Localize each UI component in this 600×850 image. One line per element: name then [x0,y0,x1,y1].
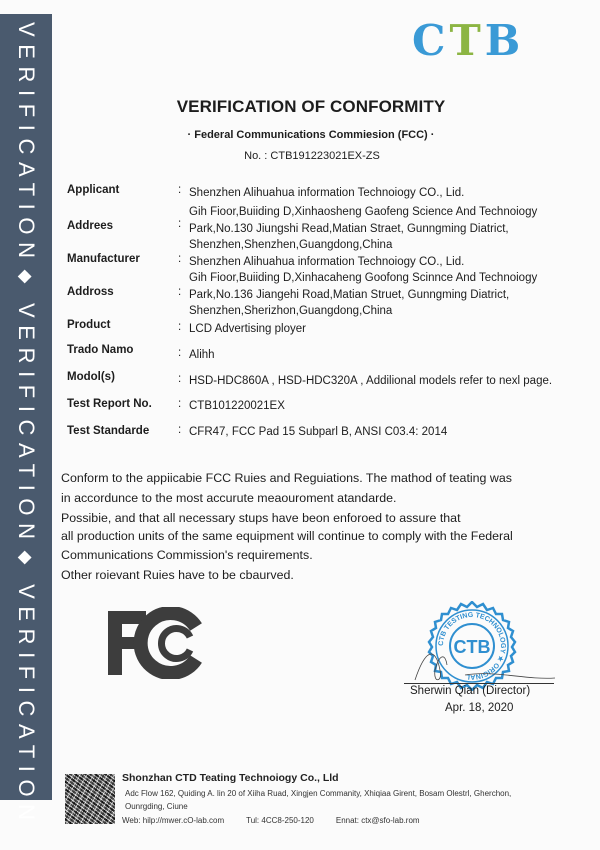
ctb-logo [412,16,521,65]
field-label: Manufacturer [67,253,140,265]
field-colon: : [178,286,182,298]
footer-company-name: Shonzhan CTD Teating Technoiogy Co., Lld [122,772,339,784]
field-colon: : [178,218,182,230]
address-line: Gih Fioor,Buiiding D,Xinhaosheng Gaofeng Science And Technoiogy [189,206,538,218]
logo-letter-c: C [412,16,446,65]
fcc-logo-icon [108,607,208,684]
field-value [189,270,589,320]
field-label: Trado Namo [67,344,134,356]
field-label: Applicant [67,184,120,196]
stamp-ring-text: CTB TESTING TECHNOLOGY ★ ORIGINAL [437,611,507,681]
footer-address-line: Ounrgding, Ciune [125,802,188,811]
footer-web: Web: hilp://mwer.cO-lab.com [122,816,225,825]
logo-letter-b: B [484,16,521,65]
address-line: Gih Fioor,Buiiding D,Xinhacaheng Goofong Scinnce And Technoiogy [189,272,538,284]
diamond-icon: ◆ [16,269,37,292]
field-colon: : [178,347,182,359]
field-value: Alihh [189,349,215,361]
field-value: Shenzhen Alihuahua information Technoiogy CO., Lid. [189,256,465,268]
conformity-statement [61,468,513,585]
field-value [189,204,589,254]
field-label: Addrees [67,220,114,232]
address-line: Park,No.136 Jiangehi Road,Matian Struet, Gunngming Diatrict, [189,288,510,301]
statement-line: in accordunce to the most accurute meaouroment atandarde. [61,491,397,505]
statement-line: all production units of the same equipment will continue to comply with the Federal [61,529,513,543]
signature-date: Apr. 18, 2020 [445,702,514,714]
document-subtitle: · Federal Communications Commiesion (FCC) · [187,129,435,141]
document-number: No. : CTB191223021EX-ZS [244,150,380,162]
field-value: HSD-HDC860A , HSD-HDC320A , Addilional models refer to nexl page. [189,375,553,387]
field-colon: : [178,373,182,385]
sidebar-segment: VERIFICATION [14,22,39,266]
field-colon: : [178,253,182,265]
sidebar-segment: VERIFICATION [14,303,39,547]
footer-email: Ennat: ctx@sfo-lab.rom [335,816,420,825]
statement-line: Other roievant Ruies have to be cbaurved. [61,568,294,582]
field-colon: : [178,184,182,196]
field-colon: : [178,424,182,436]
diamond-icon: ◆ [16,550,37,573]
qr-code-icon [65,774,115,824]
field-value: CFR47, FCC Pad 15 Subparl B, ANSI C03.4: 2014 [189,426,448,438]
field-value: Shenzhen Alihuahua information Technoiogy CO., Lid. [189,187,465,199]
field-label: Addross [67,286,114,298]
address-line: Shenzhen,Sherizhon,Guangdong,China [189,305,393,317]
field-label: Test Standarde [67,425,150,437]
signer-name: Sherwin Qian (Director) [410,685,531,697]
statement-line: Possibie, and that all necessary stups have beon enforoed to assure that [61,511,461,525]
field-colon: : [178,321,182,333]
footer-company-info [122,772,511,825]
stamp-center-text: CTB [453,637,491,657]
address-line: Shenzhen,Shenzhen,Guangdong,China [189,239,393,251]
field-value: LCD Advertising ployer [189,323,306,335]
logo-letter-t: T [449,16,481,65]
field-label: Modol(s) [67,371,115,383]
document-title: VERIFICATION OF CONFORMITY [176,97,446,116]
footer-address-line: Adc Flow 162, Quiding A. lin 20 of Xiiha Ruad, Xingjen Commanity, Xhiqiaa Girent, Bosam Olestrl, Gherchon, [125,789,512,798]
sidebar-segment: VERIFICATION [14,584,39,828]
address-line: Park,No.130 Jiungshi Read,Matian Straet, Gunngming Diatrict, [189,222,509,235]
signature-scribble-icon [405,640,565,690]
statement-line: Communications Commission's requirements. [61,548,313,562]
footer-tel: Tul: 4CC8-250-120 [246,816,314,825]
footer-contacts [122,816,511,825]
field-label: Product [67,319,111,331]
field-value: CTB101220021EX [189,400,285,412]
field-label: Test Report No. [67,398,152,410]
field-colon: : [178,398,182,410]
statement-line: Conform to the appiicabie FCC Ruies and Reguiations. The mathod of teating was [61,471,512,485]
